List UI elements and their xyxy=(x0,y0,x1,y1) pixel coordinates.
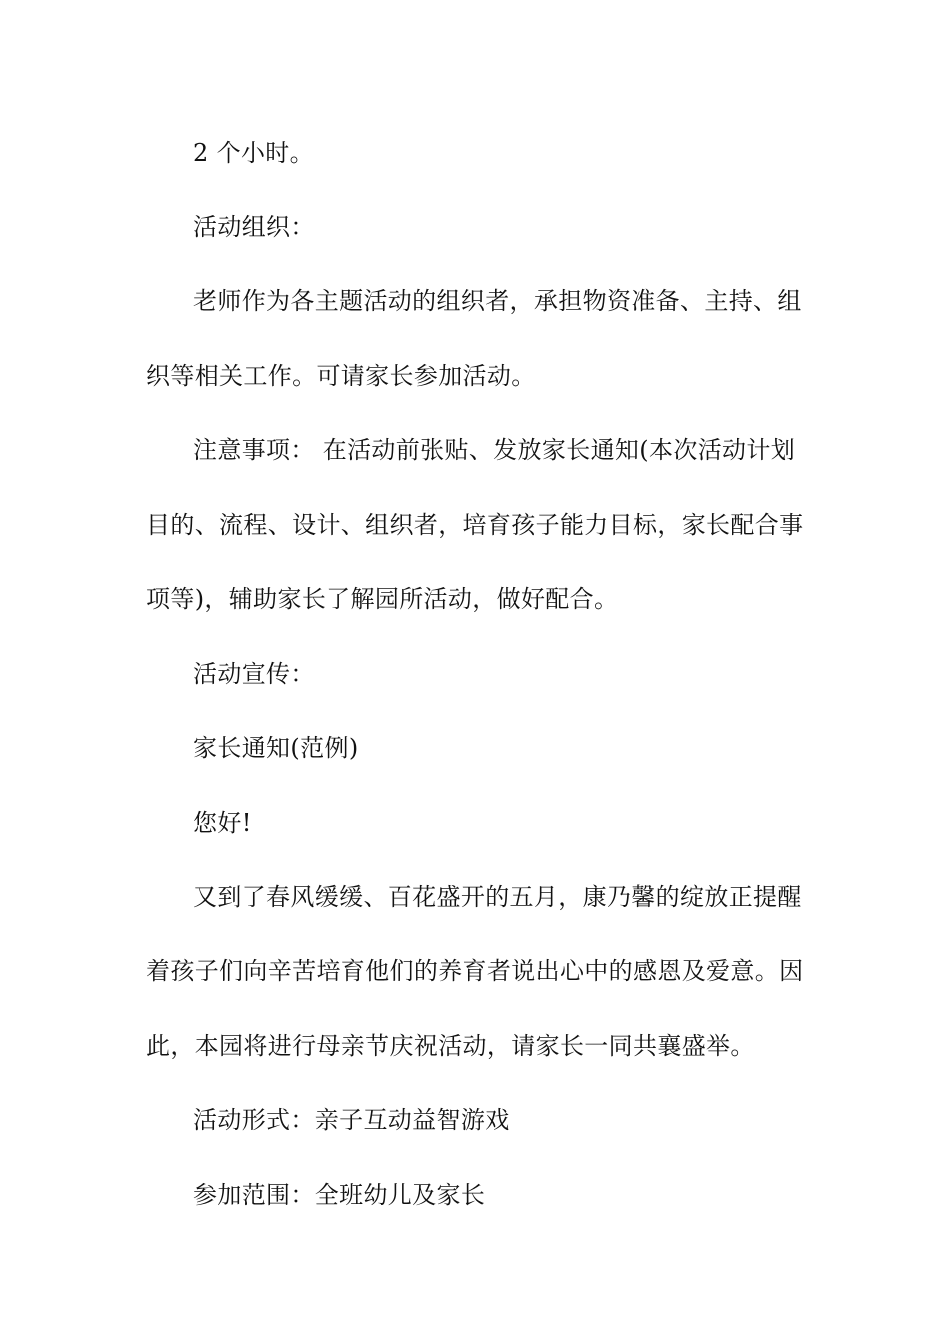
paragraph-notes-line-1: 注意事项： 在活动前张贴、发放家长通知(本次活动计划 xyxy=(193,436,796,464)
paragraph-duration: 2 个小时。 xyxy=(193,139,314,167)
paragraph-organizer-line-2: 织等相关工作。可请家长参加活动。 xyxy=(146,362,536,390)
activity-format: 活动形式：亲子互动益智游戏 xyxy=(193,1106,510,1134)
paragraph-notes-line-3: 项等)，辅助家长了解园所活动，做好配合。 xyxy=(146,585,619,613)
heading-parent-notice-example: 家长通知(范例) xyxy=(193,734,359,762)
paragraph-notes-line-2: 目的、流程、设计、组织者，培育孩子能力目标，家长配合事 xyxy=(146,511,804,539)
greeting: 您好! xyxy=(193,809,252,837)
paragraph-invitation-line-3: 此，本园将进行母亲节庆祝活动，请家长一同共襄盛举。 xyxy=(146,1032,755,1060)
paragraph-organizer-line-1: 老师作为各主题活动的组织者，承担物资准备、主持、组 xyxy=(193,287,802,315)
paragraph-invitation-line-1: 又到了春风缓缓、百花盛开的五月，康乃馨的绽放正提醒 xyxy=(193,883,802,911)
heading-activity-organization: 活动组织： xyxy=(193,213,315,241)
participation-scope: 参加范围：全班幼儿及家长 xyxy=(193,1181,486,1209)
heading-activity-promotion: 活动宣传： xyxy=(193,660,315,688)
paragraph-invitation-line-2: 着孩子们向辛苦培育他们的养育者说出心中的感恩及爱意。因 xyxy=(146,957,804,985)
